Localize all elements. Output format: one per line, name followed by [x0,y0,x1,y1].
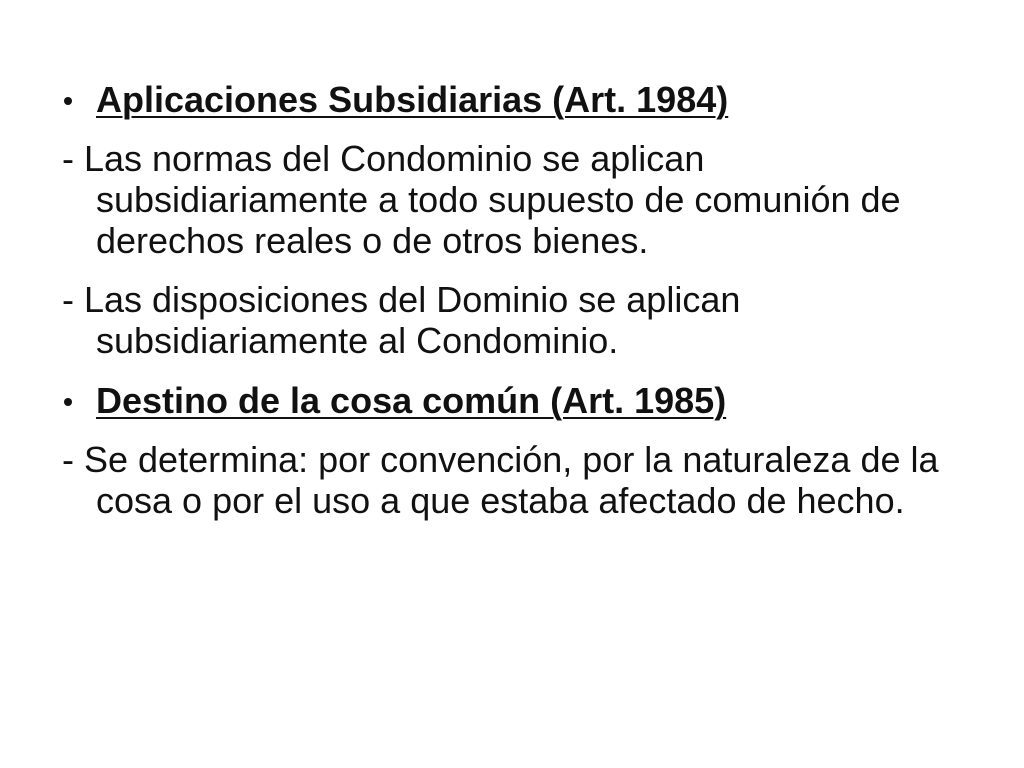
list-item: - Las normas del Condominio se aplican subsidiariamente a todo supuesto de comunión de derechos reales o de otros bienes. [62,138,901,261]
bullet-icon [64,97,72,105]
list-item: - Las disposiciones del Dominio se aplican subsidiariamente al Condominio. [62,279,741,361]
section-heading [62,379,982,423]
heading-text: Destino de la cosa común (Art. 1985) [96,380,727,421]
list-item: - Se determina: por convención, por la naturaleza de la cosa o por el uso a que estaba afectado de hecho. [62,439,939,521]
heading-text: Aplicaciones Subsidiarias (Art. 1984) [96,79,729,120]
bullet-icon [64,398,72,406]
section-heading [62,78,982,122]
slide-content [62,78,982,539]
